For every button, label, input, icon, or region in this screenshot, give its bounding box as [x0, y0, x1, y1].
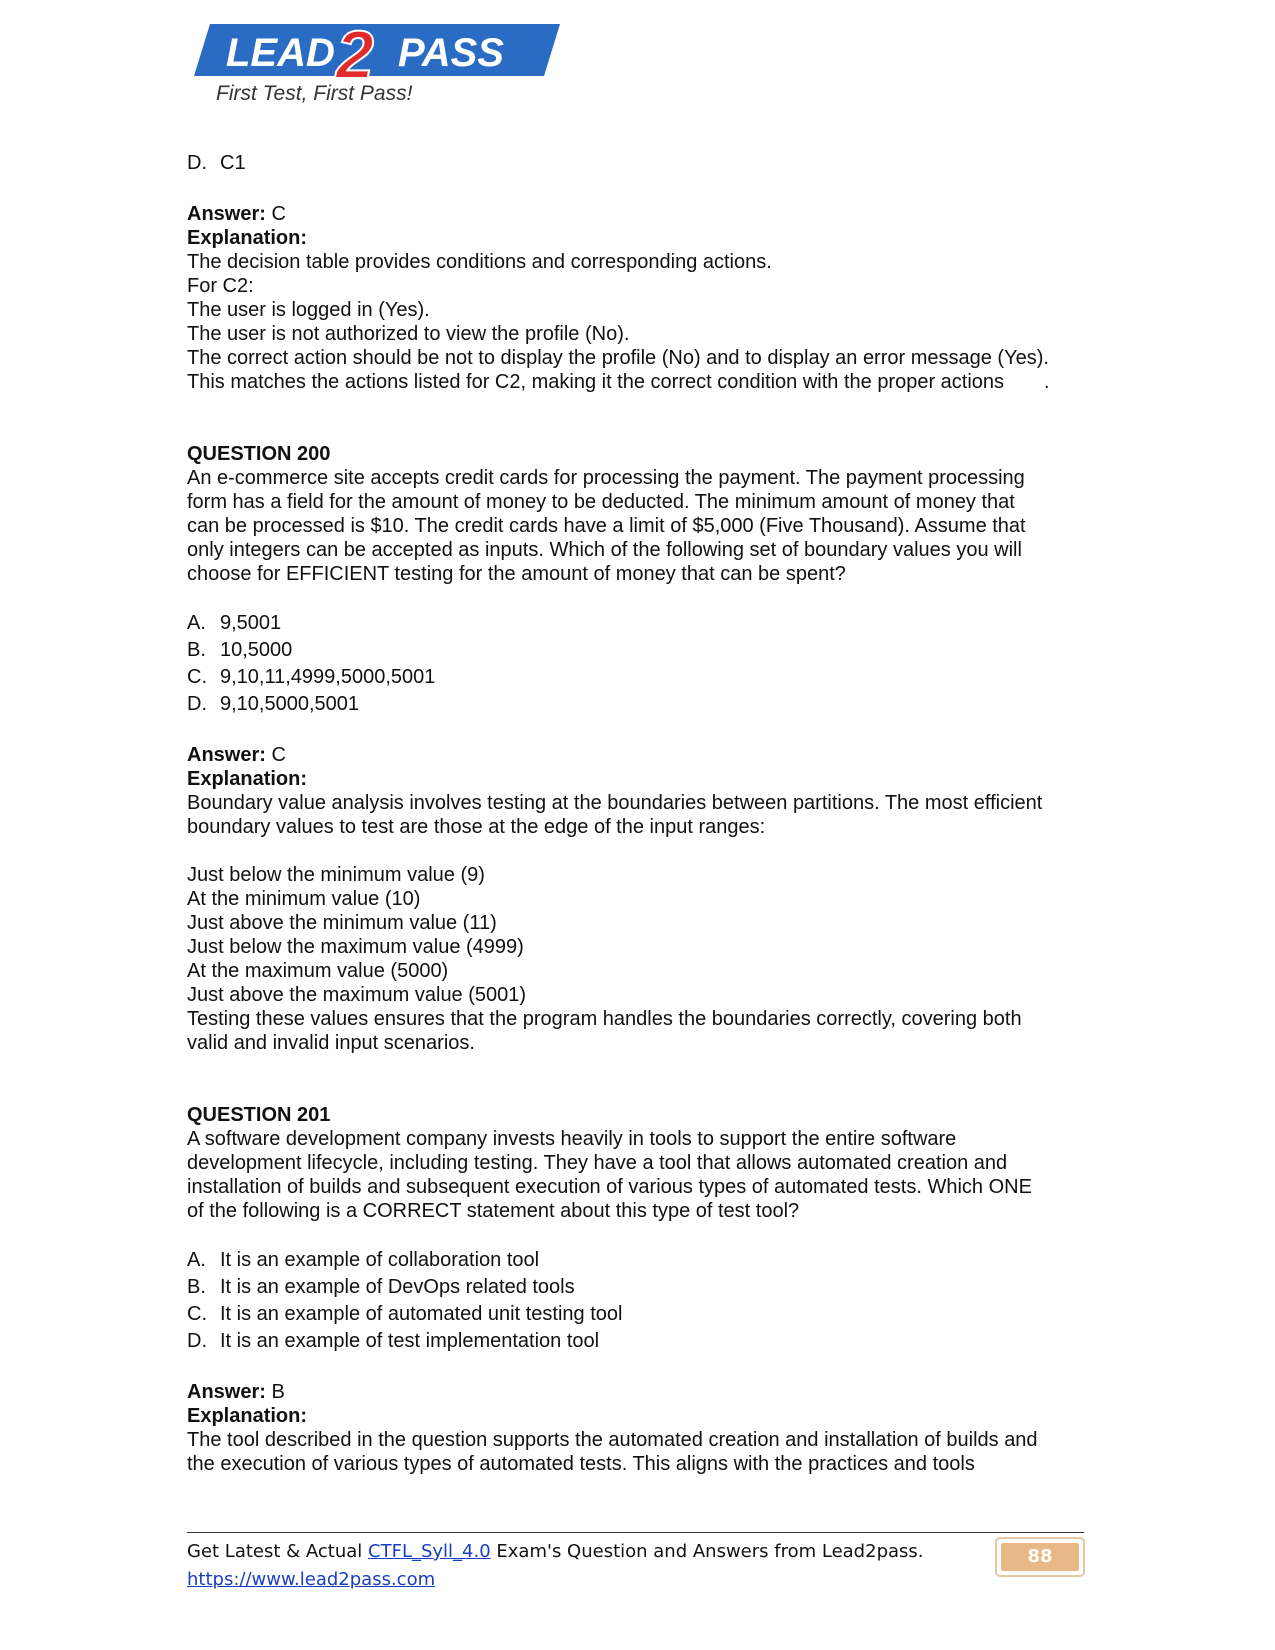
- document-body: [187, 150, 1087, 1476]
- answer-line: [187, 202, 1087, 226]
- q200-options: [187, 610, 1087, 718]
- prev-options: [187, 150, 1087, 177]
- question-text-line: development lifecycle, including testing. They have a tool that allows automated creation and: [187, 1152, 1008, 1174]
- explanation-line: the execution of various types of automated tests. This aligns with the practices and tools: [187, 1453, 975, 1475]
- question-title: QUESTION 200: [187, 443, 331, 465]
- explanation-label: Explanation:: [187, 1405, 308, 1427]
- option-letter: C.: [187, 666, 207, 688]
- option-letter: B.: [187, 639, 206, 661]
- option-text: It is an example of collaboration tool: [220, 1249, 540, 1271]
- explanation-line: The decision table provides conditions and corresponding actions.: [187, 251, 772, 273]
- answer-value: B: [271, 1381, 285, 1403]
- option-item: [187, 637, 1087, 664]
- option-text: 9,10,11,4999,5000,5001: [220, 666, 436, 688]
- exam-link[interactable]: CTFL_Syll_4.0: [368, 1541, 491, 1562]
- option-text: 9,5001: [220, 612, 282, 634]
- question-text-line: choose for EFFICIENT testing for the amount of money that can be spent?: [187, 563, 846, 585]
- option-letter: D.: [187, 152, 207, 174]
- logo-digit-2: 2: [336, 20, 374, 93]
- answer-label: Answer:: [187, 1381, 266, 1403]
- option-letter: A.: [187, 1249, 206, 1271]
- explanation-line: At the minimum value (10): [187, 888, 421, 910]
- answer-line: [187, 1380, 1087, 1404]
- question-text-line: of the following is a CORRECT statement about this type of test tool?: [187, 1200, 800, 1222]
- lead2pass-logo: [192, 20, 592, 110]
- answer-line: [187, 743, 1087, 767]
- explanation-line: Just above the maximum value (5001): [187, 984, 527, 1006]
- explanation-line: For C2:: [187, 275, 254, 297]
- explanation-line: This matches the actions listed for C2, making it the correct condition with the proper actions .: [187, 371, 1050, 393]
- option-text: 9,10,5000,5001: [220, 693, 360, 715]
- explanation-line: The correct action should be not to display the profile (No) and to display an error message (Yes).: [187, 347, 1049, 369]
- question-text-line: only integers can be accepted as inputs. Which of the following set of boundary values you will: [187, 539, 1022, 561]
- option-letter: D.: [187, 1330, 207, 1352]
- option-item: [187, 150, 1087, 177]
- answer-value: C: [271, 203, 286, 225]
- explanation-line: The user is not authorized to view the profile (No).: [187, 323, 630, 345]
- explanation-line: The tool described in the question supports the automated creation and installation of builds and: [187, 1429, 1038, 1451]
- website-link[interactable]: https://www.lead2pass.com: [187, 1569, 436, 1590]
- question-text-line: A software development company invests heavily in tools to support the entire software: [187, 1128, 957, 1150]
- option-letter: D.: [187, 693, 207, 715]
- footer-line: [187, 1538, 967, 1566]
- option-item: [187, 691, 1087, 718]
- option-item: [187, 1274, 1087, 1301]
- q201-options: [187, 1247, 1087, 1355]
- question-text-line: installation of builds and subsequent execution of various types of automated tests. Which ONE: [187, 1176, 1032, 1198]
- page-number-badge: [995, 1537, 1085, 1577]
- logo-word-lead: LEAD: [226, 31, 335, 75]
- explanation-line: Just below the maximum value (4999): [187, 936, 524, 958]
- option-item: [187, 1301, 1087, 1328]
- explanation-line: boundary values to test are those at the edge of the input ranges:: [187, 816, 766, 838]
- logo-tagline: First Test, First Pass!: [216, 82, 413, 105]
- explanation-line: The user is logged in (Yes).: [187, 299, 430, 321]
- footer-suffix: Exam's Question and Answers from Lead2pass.: [490, 1541, 924, 1562]
- option-letter: C.: [187, 1303, 207, 1325]
- option-letter: A.: [187, 612, 206, 634]
- option-item: [187, 1328, 1087, 1355]
- explanation-line: Testing these values ensures that the program handles the boundaries correctly, covering both: [187, 1008, 1022, 1030]
- answer-label: Answer:: [187, 203, 266, 225]
- option-item: [187, 664, 1087, 691]
- question-text-line: can be processed is $10. The credit cards have a limit of $5,000 (Five Thousand). Assume that: [187, 515, 1026, 537]
- explanation-line: At the maximum value (5000): [187, 960, 449, 982]
- question-text-line: form has a field for the amount of money to be deducted. The minimum amount of money that: [187, 491, 1015, 513]
- answer-value: C: [271, 744, 286, 766]
- page-footer: [187, 1538, 967, 1594]
- question-text-line: An e-commerce site accepts credit cards for processing the payment. The payment processing: [187, 467, 1025, 489]
- option-letter: B.: [187, 1276, 206, 1298]
- explanation-label: Explanation:: [187, 768, 308, 790]
- option-text: It is an example of DevOps related tools: [220, 1276, 575, 1298]
- page-number: 88: [1001, 1543, 1079, 1571]
- explanation-line: valid and invalid input scenarios.: [187, 1032, 475, 1054]
- option-item: [187, 1247, 1087, 1274]
- option-text: It is an example of test implementation tool: [220, 1330, 600, 1352]
- option-item: [187, 610, 1087, 637]
- option-text: It is an example of automated unit testing tool: [220, 1303, 623, 1325]
- option-text: 10,5000: [220, 639, 293, 661]
- explanation-line: Boundary value analysis involves testing at the boundaries between partitions. The most efficient: [187, 792, 1043, 814]
- explanation-line: Just above the minimum value (11): [187, 912, 497, 934]
- footer-prefix: Get Latest & Actual: [187, 1541, 369, 1562]
- answer-label: Answer:: [187, 744, 266, 766]
- explanation-line: Just below the minimum value (9): [187, 864, 485, 886]
- option-text: C1: [220, 152, 246, 174]
- explanation-label: Explanation:: [187, 227, 308, 249]
- footer-divider: [187, 1532, 1084, 1533]
- logo-word-pass: PASS: [398, 31, 504, 75]
- question-title: QUESTION 201: [187, 1104, 331, 1126]
